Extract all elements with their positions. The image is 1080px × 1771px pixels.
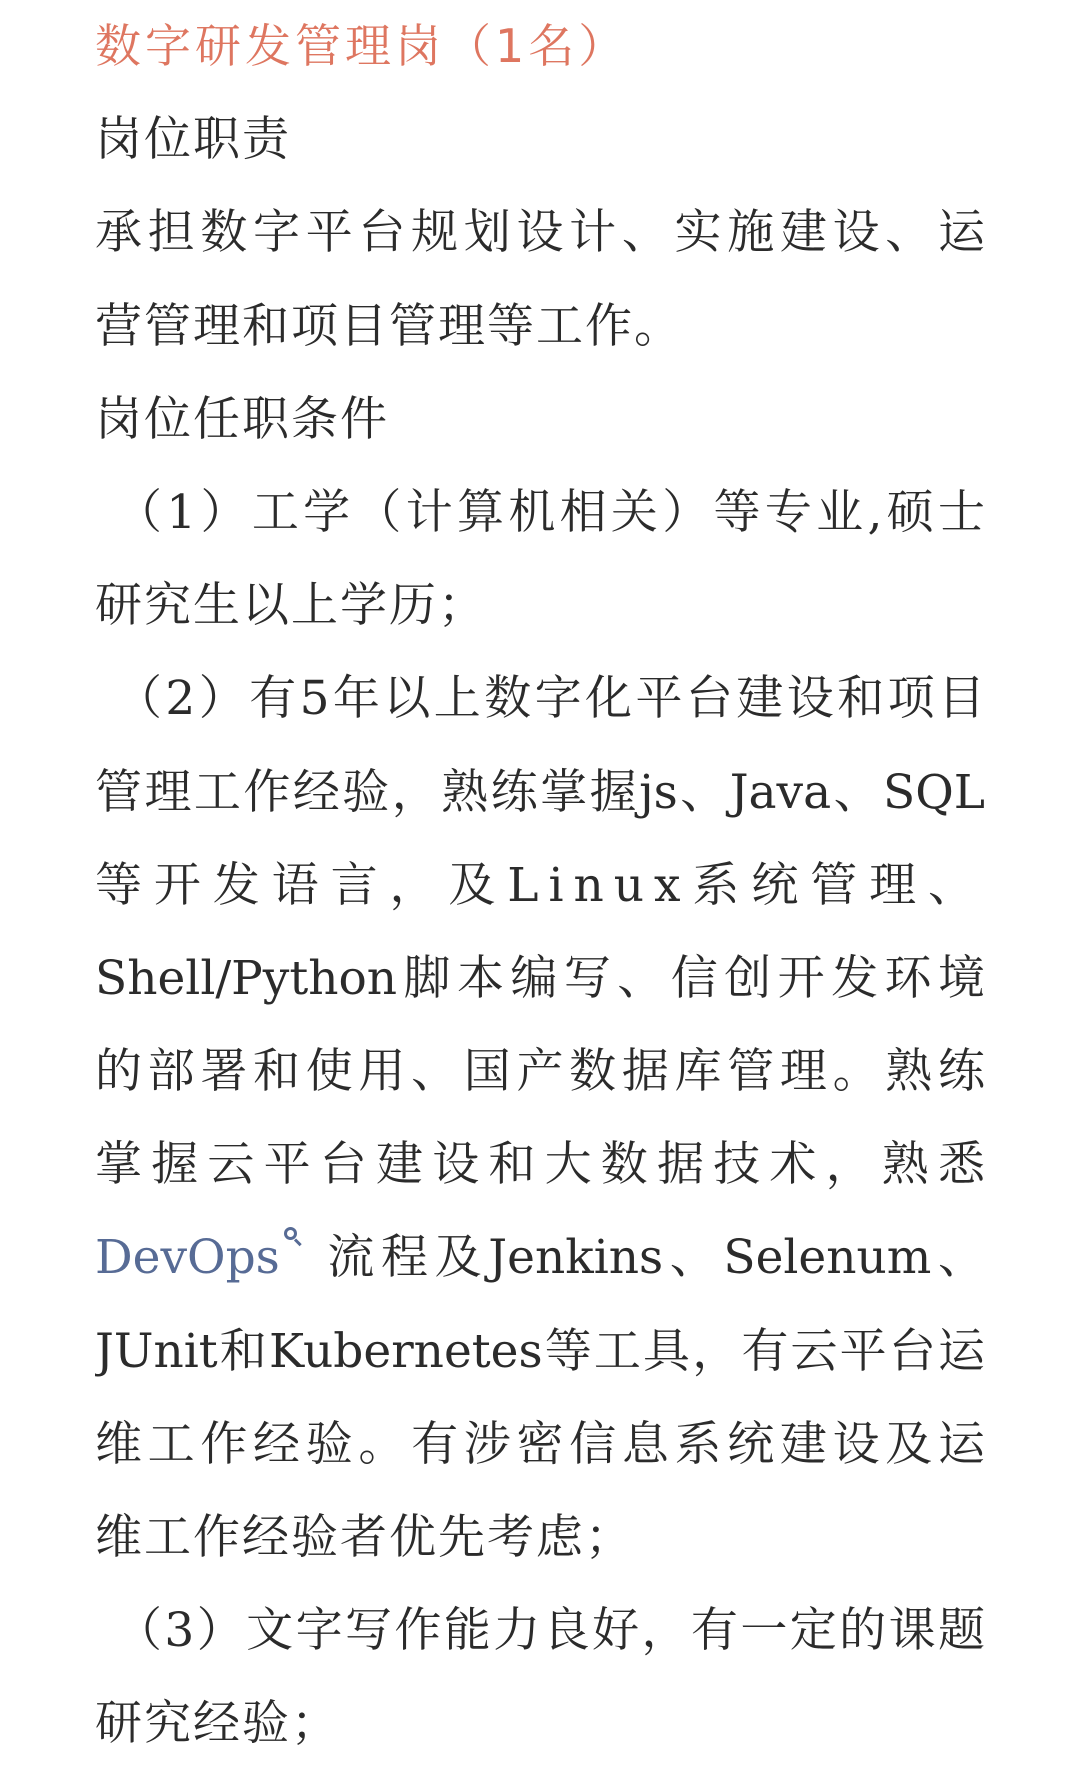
requirement-line: 等开发语言，及Linux系统管理、: [95, 857, 985, 913]
devops-link[interactable]: [95, 1230, 306, 1285]
responsibilities-title: 岗位职责: [95, 112, 291, 168]
article-body: [95, 0, 985, 1771]
job-title-heading: 数字研发管理岗（1名）: [95, 19, 629, 73]
requirement-line: （3）文字写作能力良好，有一定的课题: [115, 1603, 985, 1659]
requirement-line-devops: [95, 1211, 985, 1304]
responsibilities-line: 营管理和项目管理等工作。: [95, 298, 683, 354]
requirement-line: 的部署和使用、国产数据库管理。熟练: [95, 1044, 985, 1100]
requirement-line: 研究经验；: [95, 1696, 340, 1752]
requirement-line: 维工作经验。有涉密信息系统建设及运: [95, 1416, 985, 1472]
devops-link-text[interactable]: DevOps: [95, 1230, 280, 1286]
requirements-title: 岗位任职条件: [95, 391, 389, 447]
requirement-line: 管理工作经验，熟练掌握js、Java、SQL: [95, 764, 985, 820]
requirement-line: JUnit和Kubernetes等工具，有云平台运: [95, 1323, 985, 1379]
requirement-line: 研究生以上学历；: [95, 578, 487, 634]
requirement-line: （1）工学（计算机相关）等专业,硕士: [115, 484, 985, 540]
requirement-line: Shell/Python脚本编写、信创开发环境: [95, 950, 985, 1006]
responsibilities-line: 承担数字平台规划设计、实施建设、运: [95, 205, 985, 261]
requirement-line: 维工作经验者优先考虑；: [95, 1510, 634, 1565]
requirement-line: 掌握云平台建设和大数据技术，熟悉: [95, 1137, 985, 1193]
devops-line-rest: 流程及Jenkins、Selenum、: [327, 1230, 985, 1286]
requirement-line: （2）有5年以上数字化平台建设和项目: [115, 671, 985, 727]
search-icon[interactable]: [284, 1227, 306, 1249]
